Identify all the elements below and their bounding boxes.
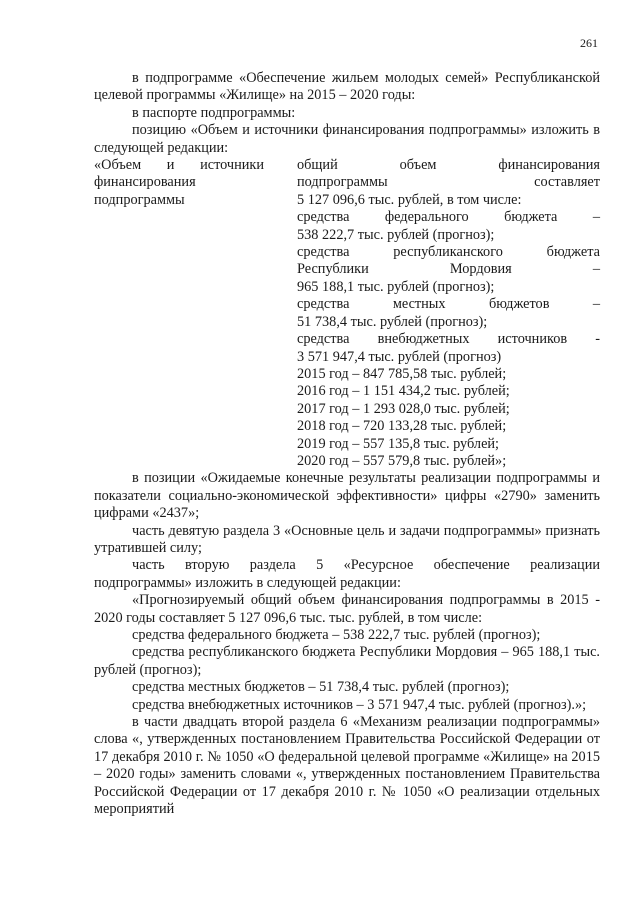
table-value-line: 538 222,7 тыс. рублей (прогноз); xyxy=(297,226,495,243)
document-body xyxy=(94,70,600,818)
financing-table-value-cell xyxy=(297,157,600,470)
paragraph-passport: в паспорте подпрограммы: xyxy=(132,104,296,121)
paragraph-position: позицию «Объем и источники финансирования подпрограммы» изложить в следующей редакции: xyxy=(94,122,600,156)
table-value-line: 2018 год – 720 133,28 тыс. рублей; xyxy=(297,418,507,435)
table-value-line: 2015 год – 847 785,58 тыс. рублей; xyxy=(297,365,507,382)
table-value-line: 2019 год – 557 135,8 тыс. рублей; xyxy=(297,435,500,452)
paragraph-federal-budget: средства федерального бюджета – 538 222,7 тыс. рублей (прогноз); xyxy=(132,627,541,643)
table-value-line: 3 571 947,4 тыс. рублей (прогноз) xyxy=(297,348,502,365)
table-label-line: «Объем и источники xyxy=(94,157,264,174)
table-value-line: подпрограммы составляет xyxy=(297,174,600,191)
table-label-line: подпрограммы xyxy=(94,191,185,208)
paragraph-subprogram: в подпрограмме «Обеспечение жильем молодых семей» Республиканской целевой программы «Жилище» на 2015 – 2020 годы: xyxy=(94,70,600,104)
paragraph-forecast-total: «Прогнозируемый общий объем финансирования подпрограммы в 2015 - 2020 годы составляет 5 127 096,6 тыс. тыс. рублей, в том числе: xyxy=(94,592,600,626)
financing-table-label-cell xyxy=(94,157,297,470)
table-value-line: 2020 год – 557 579,8 тыс. рублей»; xyxy=(297,452,507,469)
table-value-line: 51 738,4 тыс. рублей (прогноз); xyxy=(297,313,488,330)
paragraph-section-5: часть вторую раздела 5 «Ресурсное обеспечение реализации подпрограммы» изложить в следующей редакции: xyxy=(94,557,600,591)
table-value-line: 2016 год – 1 151 434,2 тыс. рублей; xyxy=(297,383,510,400)
page-number: 261 xyxy=(580,36,598,50)
table-label-line: финансирования xyxy=(94,174,196,191)
table-value-line: средства внебюджетных источников - xyxy=(297,331,600,348)
table-value-line: общий объем финансирования xyxy=(297,157,600,174)
table-value-line: средства федерального бюджета – xyxy=(297,209,600,226)
paragraph-republic-budget: средства республиканского бюджета Республики Мордовия – 965 188,1 тыс. рублей (прогноз); xyxy=(94,644,600,678)
table-value-line: 2017 год – 1 293 028,0 тыс. рублей; xyxy=(297,400,510,417)
table-value-line: 5 127 096,6 тыс. рублей, в том числе: xyxy=(297,191,522,208)
paragraph-local-budgets: средства местных бюджетов – 51 738,4 тыс. рублей (прогноз); xyxy=(132,679,510,696)
financing-table xyxy=(94,157,600,470)
paragraph-expected-results: в позиции «Ожидаемые конечные результаты реализации подпрограммы и показатели социально-экономической эффективности» цифры «2790» заменить цифрами «2437»; xyxy=(94,470,600,522)
paragraph-extrabudgetary: средства внебюджетных источников – 3 571 947,4 тыс. рублей (прогноз).»; xyxy=(132,696,587,713)
table-value-line: Республики Мордовия – xyxy=(297,261,600,278)
paragraph-section-6: в части двадцать второй раздела 6 «Механизм реализации подпрограммы» слова «, утвержденных постановлением Правительства Российской Федерации от 17 декабря 2010 г. № 1050 «О федеральной целевой программе «Жилище» на 2015 – 2020 годы» заменить словами «, утвержденных постановлением Правительства Российской Федерации от 17 декабря 2010 г. № 1050 «О реализации отдельных мероприятий xyxy=(94,714,600,818)
table-value-line: 965 188,1 тыс. рублей (прогноз); xyxy=(297,278,495,295)
table-value-line: средства местных бюджетов – xyxy=(297,296,600,313)
paragraph-section-3: часть девятую раздела 3 «Основные цель и задачи подпрограммы» признать утратившей силу; xyxy=(94,522,600,556)
table-value-line: средства республиканского бюджета xyxy=(297,244,600,261)
